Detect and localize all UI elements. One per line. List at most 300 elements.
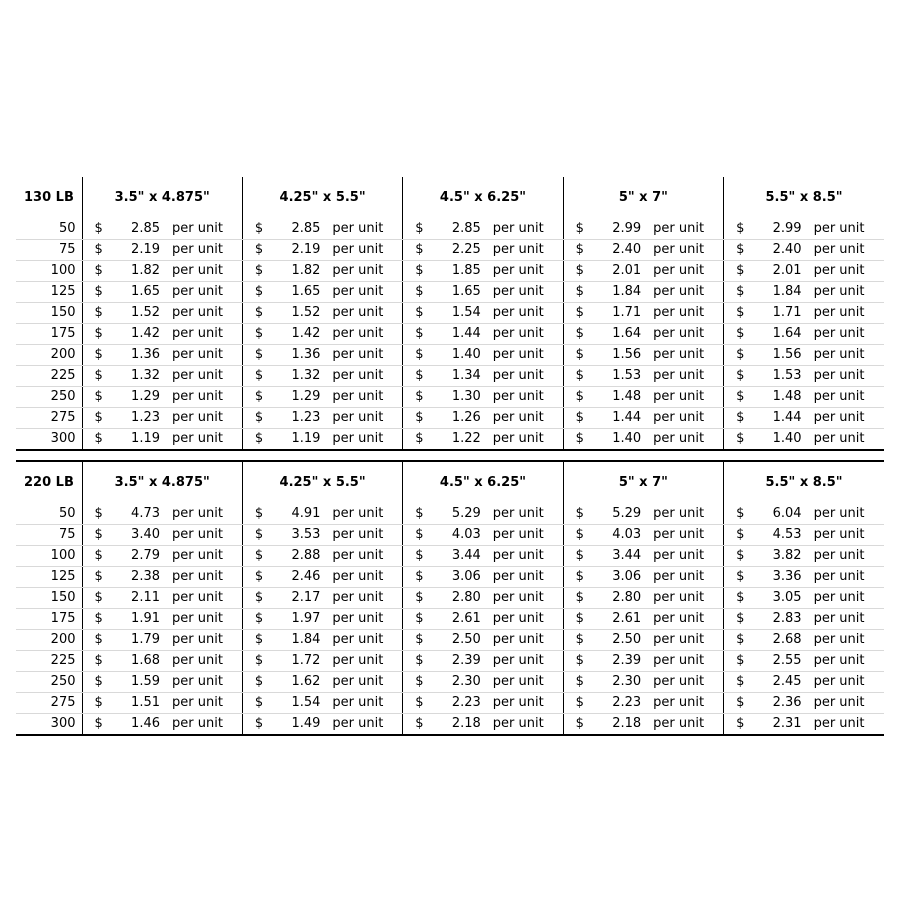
currency-symbol: $ (82, 693, 110, 714)
price-cell: 1.44 (591, 408, 653, 429)
size-header: 4.5" x 6.25" (403, 461, 563, 504)
unit-label: per unit (814, 408, 884, 429)
unit-label: per unit (814, 651, 884, 672)
unit-label: per unit (172, 303, 242, 324)
price-cell: 1.42 (110, 324, 172, 345)
currency-symbol: $ (563, 261, 591, 282)
unit-label: per unit (653, 240, 723, 261)
currency-symbol: $ (563, 387, 591, 408)
unit-label: per unit (332, 567, 402, 588)
quantity-cell: 300 (16, 714, 82, 736)
unit-label: per unit (332, 609, 402, 630)
price-cell: 1.84 (270, 630, 332, 651)
unit-label: per unit (814, 219, 884, 240)
currency-symbol: $ (242, 282, 270, 303)
currency-symbol: $ (242, 693, 270, 714)
unit-label: per unit (332, 693, 402, 714)
unit-label: per unit (172, 630, 242, 651)
unit-label: per unit (493, 282, 563, 303)
currency-symbol: $ (82, 345, 110, 366)
table-row (16, 303, 884, 324)
price-cell: 1.40 (752, 429, 814, 451)
currency-symbol: $ (242, 324, 270, 345)
unit-label: per unit (653, 345, 723, 366)
currency-symbol: $ (563, 567, 591, 588)
currency-symbol: $ (242, 546, 270, 567)
currency-symbol: $ (82, 240, 110, 261)
currency-symbol: $ (563, 324, 591, 345)
price-cell: 2.19 (270, 240, 332, 261)
currency-symbol: $ (242, 261, 270, 282)
unit-label: per unit (493, 672, 563, 693)
unit-label: per unit (172, 240, 242, 261)
currency-symbol: $ (724, 219, 752, 240)
unit-label: per unit (172, 693, 242, 714)
currency-symbol: $ (403, 303, 431, 324)
price-cell: 1.46 (110, 714, 172, 736)
currency-symbol: $ (724, 567, 752, 588)
price-cell: 1.53 (752, 366, 814, 387)
quantity-cell: 275 (16, 408, 82, 429)
unit-label: per unit (332, 366, 402, 387)
price-cell: 4.03 (431, 525, 493, 546)
currency-symbol: $ (82, 387, 110, 408)
currency-symbol: $ (82, 546, 110, 567)
price-cell: 3.82 (752, 546, 814, 567)
currency-symbol: $ (403, 525, 431, 546)
currency-symbol: $ (563, 546, 591, 567)
unit-label: per unit (814, 282, 884, 303)
size-header: 5.5" x 8.5" (765, 475, 843, 490)
price-cell: 2.18 (431, 714, 493, 736)
price-cell: 2.17 (270, 588, 332, 609)
quantity-cell: 200 (16, 630, 82, 651)
unit-label: per unit (493, 588, 563, 609)
unit-label: per unit (493, 240, 563, 261)
unit-label: per unit (814, 387, 884, 408)
table-row (16, 282, 884, 303)
currency-symbol: $ (242, 219, 270, 240)
price-cell: 2.83 (752, 609, 814, 630)
unit-label: per unit (493, 366, 563, 387)
price-cell: 1.49 (270, 714, 332, 736)
currency-symbol: $ (403, 567, 431, 588)
currency-symbol: $ (563, 504, 591, 525)
unit-label: per unit (653, 588, 723, 609)
size-header: 5" x 7" (563, 461, 723, 504)
table-row (16, 429, 884, 451)
currency-symbol: $ (403, 651, 431, 672)
price-table-130lb (16, 177, 884, 451)
currency-symbol: $ (403, 324, 431, 345)
table-row (16, 408, 884, 429)
unit-label: per unit (332, 672, 402, 693)
unit-label: per unit (332, 651, 402, 672)
currency-symbol: $ (563, 651, 591, 672)
price-cell: 1.48 (752, 387, 814, 408)
unit-label: per unit (653, 714, 723, 736)
currency-symbol: $ (403, 714, 431, 736)
price-cell: 2.61 (591, 609, 653, 630)
currency-symbol: $ (242, 387, 270, 408)
currency-symbol: $ (82, 261, 110, 282)
currency-symbol: $ (724, 303, 752, 324)
currency-symbol: $ (724, 546, 752, 567)
price-cell: 2.30 (591, 672, 653, 693)
currency-symbol: $ (242, 609, 270, 630)
table-header-row (16, 461, 884, 504)
price-cell: 1.54 (431, 303, 493, 324)
currency-symbol: $ (242, 240, 270, 261)
unit-label: per unit (814, 240, 884, 261)
unit-label: per unit (493, 429, 563, 451)
unit-label: per unit (172, 366, 242, 387)
price-cell: 1.68 (110, 651, 172, 672)
currency-symbol: $ (724, 504, 752, 525)
currency-symbol: $ (82, 324, 110, 345)
currency-symbol: $ (403, 240, 431, 261)
price-cell: 2.30 (431, 672, 493, 693)
unit-label: per unit (172, 408, 242, 429)
quantity-cell: 100 (16, 546, 82, 567)
currency-symbol: $ (403, 504, 431, 525)
unit-label: per unit (493, 546, 563, 567)
unit-label: per unit (332, 282, 402, 303)
currency-symbol: $ (563, 630, 591, 651)
unit-label: per unit (332, 303, 402, 324)
unit-label: per unit (653, 546, 723, 567)
price-cell: 2.45 (752, 672, 814, 693)
unit-label: per unit (332, 387, 402, 408)
price-cell: 1.97 (270, 609, 332, 630)
price-cell: 4.91 (270, 504, 332, 525)
unit-label: per unit (653, 219, 723, 240)
quantity-cell: 75 (16, 240, 82, 261)
table-row (16, 567, 884, 588)
price-cell: 5.29 (591, 504, 653, 525)
currency-symbol: $ (563, 282, 591, 303)
currency-symbol: $ (403, 261, 431, 282)
currency-symbol: $ (724, 261, 752, 282)
price-cell: 2.55 (752, 651, 814, 672)
unit-label: per unit (332, 408, 402, 429)
unit-label: per unit (814, 324, 884, 345)
price-cell: 1.26 (431, 408, 493, 429)
price-cell: 2.18 (591, 714, 653, 736)
size-header: 4.25" x 5.5" (242, 177, 402, 219)
unit-label: per unit (172, 567, 242, 588)
price-cell: 3.53 (270, 525, 332, 546)
currency-symbol: $ (403, 693, 431, 714)
unit-label: per unit (172, 261, 242, 282)
quantity-cell: 150 (16, 303, 82, 324)
currency-symbol: $ (242, 345, 270, 366)
unit-label: per unit (332, 261, 402, 282)
table-row (16, 609, 884, 630)
price-cell: 1.44 (752, 408, 814, 429)
price-cell: 6.04 (752, 504, 814, 525)
quantity-cell: 50 (16, 219, 82, 240)
price-cell: 1.40 (591, 429, 653, 451)
price-cell: 1.72 (270, 651, 332, 672)
currency-symbol: $ (563, 408, 591, 429)
price-cell: 2.01 (752, 261, 814, 282)
currency-symbol: $ (242, 651, 270, 672)
price-cell: 1.71 (752, 303, 814, 324)
price-cell: 1.30 (431, 387, 493, 408)
currency-symbol: $ (403, 546, 431, 567)
unit-label: per unit (814, 429, 884, 451)
currency-symbol: $ (724, 282, 752, 303)
currency-symbol: $ (563, 240, 591, 261)
currency-symbol: $ (724, 324, 752, 345)
size-header: 4.5" x 6.25" (403, 177, 563, 219)
currency-symbol: $ (82, 429, 110, 451)
quantity-cell: 75 (16, 525, 82, 546)
price-cell: 1.23 (110, 408, 172, 429)
unit-label: per unit (172, 672, 242, 693)
currency-symbol: $ (82, 672, 110, 693)
price-cell: 1.84 (752, 282, 814, 303)
unit-label: per unit (653, 303, 723, 324)
price-cell: 1.82 (110, 261, 172, 282)
table-row (16, 387, 884, 408)
price-cell: 1.65 (110, 282, 172, 303)
price-cell: 2.31 (752, 714, 814, 736)
price-cell: 1.85 (431, 261, 493, 282)
price-cell: 5.29 (431, 504, 493, 525)
price-cell: 3.40 (110, 525, 172, 546)
currency-symbol: $ (242, 714, 270, 736)
currency-symbol: $ (242, 630, 270, 651)
currency-symbol: $ (724, 630, 752, 651)
price-cell: 1.65 (431, 282, 493, 303)
unit-label: per unit (814, 504, 884, 525)
currency-symbol: $ (403, 630, 431, 651)
price-cell: 1.32 (270, 366, 332, 387)
table-row (16, 714, 884, 736)
currency-symbol: $ (724, 693, 752, 714)
currency-symbol: $ (724, 429, 752, 451)
unit-label: per unit (332, 429, 402, 451)
currency-symbol: $ (563, 609, 591, 630)
currency-symbol: $ (563, 588, 591, 609)
price-cell: 2.85 (270, 219, 332, 240)
currency-symbol: $ (724, 714, 752, 736)
price-cell: 4.03 (591, 525, 653, 546)
price-cell: 1.56 (752, 345, 814, 366)
price-cell: 1.79 (110, 630, 172, 651)
price-cell: 1.44 (431, 324, 493, 345)
unit-label: per unit (493, 651, 563, 672)
price-cell: 2.25 (431, 240, 493, 261)
unit-label: per unit (493, 525, 563, 546)
unit-label: per unit (653, 651, 723, 672)
price-cell: 2.23 (431, 693, 493, 714)
currency-symbol: $ (724, 672, 752, 693)
currency-symbol: $ (724, 345, 752, 366)
quantity-cell: 300 (16, 429, 82, 451)
price-cell: 1.36 (110, 345, 172, 366)
table-row (16, 504, 884, 525)
unit-label: per unit (493, 693, 563, 714)
currency-symbol: $ (82, 714, 110, 736)
price-table-220lb (16, 460, 884, 736)
unit-label: per unit (653, 609, 723, 630)
price-cell: 3.06 (591, 567, 653, 588)
currency-symbol: $ (242, 525, 270, 546)
quantity-cell: 250 (16, 387, 82, 408)
currency-symbol: $ (82, 525, 110, 546)
price-cell: 2.80 (431, 588, 493, 609)
unit-label: per unit (172, 609, 242, 630)
price-cell: 2.36 (752, 693, 814, 714)
currency-symbol: $ (82, 630, 110, 651)
currency-symbol: $ (403, 588, 431, 609)
currency-symbol: $ (563, 429, 591, 451)
size-header: 4.25" x 5.5" (242, 461, 402, 504)
price-cell: 2.99 (591, 219, 653, 240)
currency-symbol: $ (82, 408, 110, 429)
unit-label: per unit (493, 387, 563, 408)
size-header: 3.5" x 4.875" (82, 461, 242, 504)
price-cell: 2.85 (110, 219, 172, 240)
unit-label: per unit (493, 261, 563, 282)
unit-label: per unit (172, 345, 242, 366)
price-cell: 2.11 (110, 588, 172, 609)
unit-label: per unit (493, 219, 563, 240)
size-header: 5.5" x 8.5" (765, 190, 843, 205)
currency-symbol: $ (563, 525, 591, 546)
currency-symbol: $ (403, 387, 431, 408)
unit-label: per unit (332, 630, 402, 651)
currency-symbol: $ (563, 219, 591, 240)
size-header: 3.5" x 4.875" (82, 177, 242, 219)
unit-label: per unit (653, 366, 723, 387)
unit-label: per unit (814, 546, 884, 567)
currency-symbol: $ (242, 303, 270, 324)
currency-symbol: $ (724, 609, 752, 630)
table-row (16, 261, 884, 282)
paper-weight-label: 220 LB (16, 461, 82, 504)
unit-label: per unit (814, 630, 884, 651)
unit-label: per unit (493, 504, 563, 525)
price-cell: 1.56 (591, 345, 653, 366)
price-cell: 2.39 (431, 651, 493, 672)
unit-label: per unit (172, 504, 242, 525)
price-cell: 1.22 (431, 429, 493, 451)
table-row (16, 588, 884, 609)
currency-symbol: $ (563, 693, 591, 714)
currency-symbol: $ (563, 303, 591, 324)
currency-symbol: $ (242, 672, 270, 693)
price-cell: 3.44 (431, 546, 493, 567)
price-cell: 2.40 (752, 240, 814, 261)
unit-label: per unit (653, 693, 723, 714)
unit-label: per unit (172, 546, 242, 567)
unit-label: per unit (814, 714, 884, 736)
unit-label: per unit (332, 240, 402, 261)
unit-label: per unit (653, 387, 723, 408)
price-cell: 4.73 (110, 504, 172, 525)
quantity-cell: 250 (16, 672, 82, 693)
table-row (16, 324, 884, 345)
currency-symbol: $ (82, 303, 110, 324)
table-row (16, 345, 884, 366)
price-cell: 3.05 (752, 588, 814, 609)
currency-symbol: $ (403, 345, 431, 366)
currency-symbol: $ (563, 714, 591, 736)
currency-symbol: $ (242, 366, 270, 387)
currency-symbol: $ (242, 429, 270, 451)
currency-symbol: $ (82, 609, 110, 630)
unit-label: per unit (653, 567, 723, 588)
table-header-row (16, 177, 884, 219)
quantity-cell: 225 (16, 651, 82, 672)
price-cell: 3.36 (752, 567, 814, 588)
price-cell: 1.29 (270, 387, 332, 408)
price-cell: 2.79 (110, 546, 172, 567)
unit-label: per unit (814, 609, 884, 630)
table-row (16, 672, 884, 693)
unit-label: per unit (493, 408, 563, 429)
unit-label: per unit (332, 219, 402, 240)
price-cell: 1.52 (110, 303, 172, 324)
price-cell: 3.44 (591, 546, 653, 567)
price-cell: 2.19 (110, 240, 172, 261)
table-row (16, 525, 884, 546)
unit-label: per unit (814, 525, 884, 546)
unit-label: per unit (332, 345, 402, 366)
quantity-cell: 175 (16, 324, 82, 345)
price-cell: 1.42 (270, 324, 332, 345)
price-cell: 2.39 (591, 651, 653, 672)
unit-label: per unit (332, 525, 402, 546)
price-cell: 2.38 (110, 567, 172, 588)
unit-label: per unit (814, 366, 884, 387)
unit-label: per unit (653, 630, 723, 651)
quantity-cell: 150 (16, 588, 82, 609)
price-cell: 2.50 (591, 630, 653, 651)
unit-label: per unit (493, 303, 563, 324)
currency-symbol: $ (403, 219, 431, 240)
price-cell: 1.23 (270, 408, 332, 429)
table-row (16, 651, 884, 672)
price-cell: 1.52 (270, 303, 332, 324)
currency-symbol: $ (242, 408, 270, 429)
currency-symbol: $ (724, 525, 752, 546)
price-cell: 1.29 (110, 387, 172, 408)
price-cell: 1.48 (591, 387, 653, 408)
currency-symbol: $ (724, 240, 752, 261)
unit-label: per unit (493, 567, 563, 588)
quantity-cell: 275 (16, 693, 82, 714)
currency-symbol: $ (82, 219, 110, 240)
price-cell: 1.64 (752, 324, 814, 345)
table-row (16, 219, 884, 240)
price-cell: 2.23 (591, 693, 653, 714)
price-cell: 1.62 (270, 672, 332, 693)
price-cell: 1.36 (270, 345, 332, 366)
unit-label: per unit (493, 714, 563, 736)
unit-label: per unit (814, 672, 884, 693)
size-header: 5" x 7" (563, 177, 723, 219)
table-row (16, 693, 884, 714)
quantity-cell: 50 (16, 504, 82, 525)
price-cell: 1.64 (591, 324, 653, 345)
currency-symbol: $ (724, 408, 752, 429)
unit-label: per unit (653, 282, 723, 303)
